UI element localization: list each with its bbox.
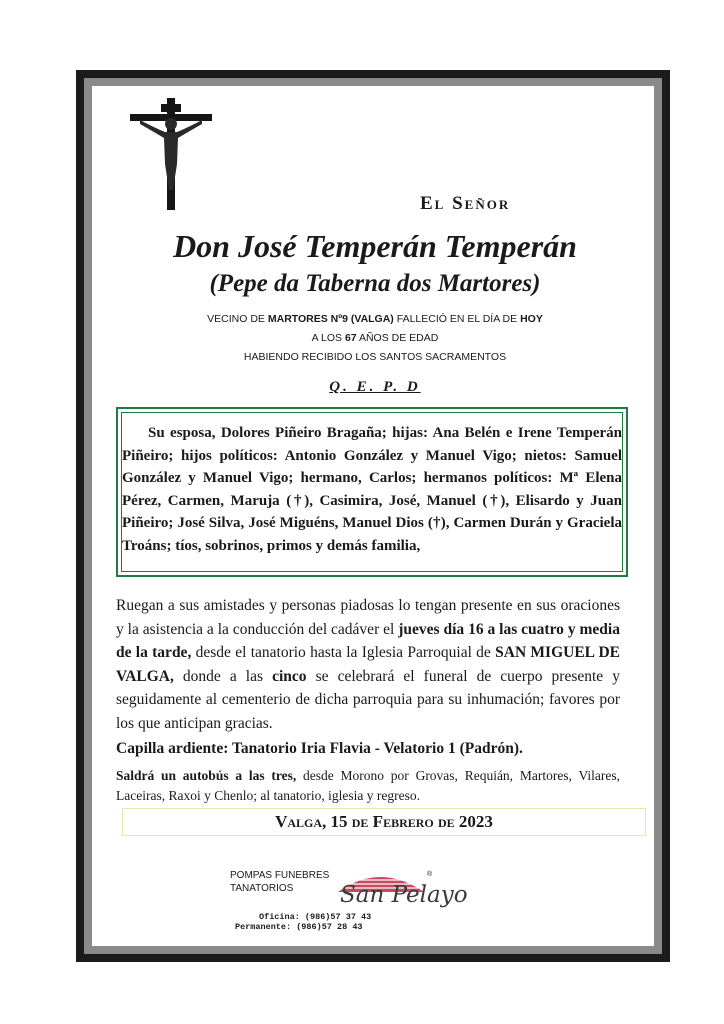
company-line-1: POMPAS FUNEBRES — [230, 870, 330, 881]
death-day: HOY — [520, 313, 543, 325]
crucifix-icon — [130, 98, 212, 210]
date-line: Valga, 15 de Febrero de 2023 — [122, 808, 646, 836]
announcement-funeral-time: cinco — [272, 667, 307, 685]
chapel-line: Capilla ardiente: Tanatorio Iria Flavia - Velatorio 1 (Padrón). — [116, 740, 523, 757]
logo-text: San Pelayo — [340, 882, 468, 908]
registered-mark: ® — [427, 871, 433, 878]
family-text: Su esposa, Dolores Piñeiro Bragaña; hijas: Ana Belén e Irene Temperán Piñeiro; hijos políticos: Antonio González y Manuel Vigo; nietos: Samuel González y Manuel Vigo; hermano, Carlos; hermanos políticos: Mª Elena Pérez, Carmen, Maruja (†), Casimira, José, Manuel (†), Elisardo y Juan Piñeiro; José Silva, José Miguéns, Manuel Dios (†), Carmen Durán y Graciela Troáns; tíos, sobrinos, primos y demás familia, — [122, 425, 622, 554]
office-phone: Oficina: (986)57 37 43 — [259, 912, 372, 922]
announcement-church: SAN MIGUEL DE VALGA, — [116, 644, 620, 685]
bus-route: desde Morono por Grovas, Requián, Martores, Vilares, Laceiras, Raxoi y Chenlo; al tanatorio, iglesia y regreso. — [116, 768, 621, 803]
permanent-phone: Permanente: (986)57 28 43 — [235, 922, 363, 932]
qepd-label: Q. E. P. D — [329, 379, 421, 395]
deceased-nickname: (Pepe da Taberna dos Martores) — [209, 270, 541, 297]
age-value: 67 — [344, 332, 357, 344]
age-line — [100, 332, 650, 344]
announcement-part-7: se celebrará el funeral de cuerpo presente y seguidamente al cementerio de dicha parroquia para su inhumación; favores por los que anticipan gracias. — [116, 667, 620, 732]
age-suffix: AÑOS DE EDAD — [356, 332, 439, 344]
title-label: El Señor — [420, 193, 511, 214]
residence-place: MARTORES Nº9 (VALGA) — [267, 313, 394, 325]
announcement-part-5: donde a las — [173, 667, 273, 685]
sacraments-line: HABIENDO RECIBIDO LOS SANTOS SACRAMENTOS — [243, 351, 507, 363]
company-line-2: TANATORIOS — [230, 883, 294, 894]
age-prefix: A LOS — [311, 332, 345, 344]
announcement-paragraph — [116, 594, 620, 735]
deceased-name: Don José Temperán Temperán — [173, 228, 577, 264]
bus-paragraph — [116, 766, 620, 806]
residence-prefix: VECINO DE — [207, 313, 268, 325]
announcement-time: jueves día 16 a las cuatro y media de la tarde, — [116, 620, 620, 661]
announcement-part-3: desde el tanatorio hasta la Iglesia Parroquial de — [191, 644, 496, 661]
death-text: FALLECIÓ EN EL DÍA DE — [393, 313, 521, 325]
bus-time: Saldrá un autobús a las tres, — [116, 768, 297, 783]
residence-line — [100, 313, 650, 325]
announcement-part-1: Ruegan a sus amistades y personas piadosas lo tengan presente en sus oraciones y la asistencia a la conducción del cadáver el — [116, 597, 620, 638]
